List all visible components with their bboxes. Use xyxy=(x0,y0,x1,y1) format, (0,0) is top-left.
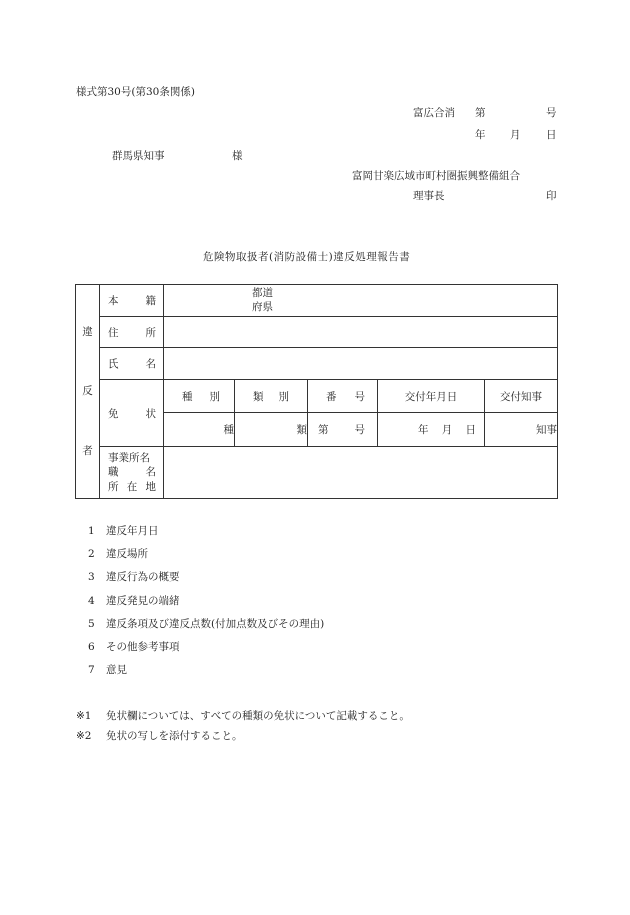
license-value-shu: 種 xyxy=(164,413,235,447)
workplace-label xyxy=(100,447,164,499)
addressee-name: 群馬県知事 xyxy=(112,150,165,162)
seal-mark: 印 xyxy=(546,190,557,202)
item-number: 5 xyxy=(88,617,95,630)
license-value-rui: 類 xyxy=(235,413,308,447)
note-item xyxy=(76,726,410,746)
form-number: 様式第30号(第30条関係) xyxy=(76,86,195,98)
list-item xyxy=(88,636,324,659)
item-text: 意見 xyxy=(106,664,127,677)
list-item xyxy=(88,613,324,636)
license-label-char-1: 免 xyxy=(108,407,119,420)
sender-org: 富岡甘楽広域市町村圏振興整備組合 xyxy=(352,170,520,182)
license-header-ruibetsu-left: 類 xyxy=(253,390,264,403)
license-header-ruibetsu-right: 別 xyxy=(278,390,289,403)
violator-header xyxy=(76,285,100,499)
workplace-label-line-2 xyxy=(108,465,156,479)
address-label-char-1: 住 xyxy=(108,326,119,339)
violator-char-3: 者 xyxy=(82,445,93,457)
report-items-list xyxy=(88,520,324,682)
item-text: 違反行為の概要 xyxy=(106,571,180,584)
license-value-governor: 知事 xyxy=(485,413,558,447)
license-header-bango-left: 番 xyxy=(326,390,337,403)
name-label xyxy=(100,348,164,380)
license-label-char-2: 状 xyxy=(145,407,156,420)
list-item xyxy=(88,659,324,682)
license-number-go: 号 xyxy=(354,424,365,436)
workplace-label-sho: 所 xyxy=(108,480,119,493)
workplace-label-line-3 xyxy=(108,480,156,494)
item-number: 6 xyxy=(88,641,95,654)
honseki-label xyxy=(100,285,164,317)
item-text: 違反年月日 xyxy=(106,525,159,537)
doc-number-go: 号 xyxy=(546,107,557,119)
workplace-label-zai: 在 xyxy=(126,480,138,493)
name-label-char-1: 氏 xyxy=(108,358,119,370)
doc-number-dai: 第 xyxy=(475,107,486,119)
doc-number-prefix: 富広合消 xyxy=(413,107,455,119)
name-value-cell xyxy=(164,348,558,380)
license-header-shubetsu xyxy=(164,380,235,413)
page-title: 危険物取扱者(消防設備士)違反処理報告書 xyxy=(203,251,411,263)
date-year: 年 xyxy=(475,129,486,141)
honseki-value-cell xyxy=(164,285,558,317)
name-label-char-2: 名 xyxy=(145,358,156,370)
license-value-date xyxy=(378,413,485,447)
note-mark: ※2 xyxy=(76,730,92,742)
license-header-issuing-governor: 交付知事 xyxy=(485,380,558,413)
item-text: 違反発見の端緒 xyxy=(106,594,180,607)
violator-char-1: 違 xyxy=(82,325,93,338)
notes-section xyxy=(76,706,410,746)
note-text: 免状の写しを添付すること。 xyxy=(106,730,243,742)
address-value-cell xyxy=(164,317,558,348)
license-date-year: 年 xyxy=(418,424,429,436)
workplace-label-shoku: 職 xyxy=(108,466,119,479)
list-item xyxy=(88,543,324,566)
license-date-month: 月 xyxy=(441,424,453,436)
date-day: 日 xyxy=(546,129,557,141)
workplace-label-chi: 地 xyxy=(145,480,156,493)
honseki-prefecture-line-1: 都道 xyxy=(252,287,273,300)
item-number: 3 xyxy=(88,571,95,584)
item-number: 4 xyxy=(88,594,95,607)
item-text: 違反条項及び違反点数(付加点数及びその理由) xyxy=(106,617,325,630)
workplace-value-cell xyxy=(164,447,558,499)
list-item xyxy=(88,520,324,543)
address-label xyxy=(100,317,164,348)
address-label-char-2: 所 xyxy=(145,326,156,339)
item-number: 1 xyxy=(88,525,95,537)
license-number-dai: 第 xyxy=(318,424,329,436)
violator-char-2: 反 xyxy=(82,385,93,398)
note-mark: ※1 xyxy=(76,710,92,722)
item-text: 違反場所 xyxy=(106,548,148,561)
license-date-day: 日 xyxy=(465,424,476,436)
workplace-label-line-1: 事業所名 xyxy=(108,452,150,465)
license-value-number xyxy=(308,413,378,447)
note-item xyxy=(76,706,410,726)
item-number: 2 xyxy=(88,548,95,561)
item-text: その他参考事項 xyxy=(106,641,180,654)
license-header-shubetsu-left: 種 xyxy=(182,390,193,403)
list-item xyxy=(88,566,324,589)
addressee-sama: 様 xyxy=(232,150,243,162)
license-header-shubetsu-right: 別 xyxy=(209,390,220,403)
item-number: 7 xyxy=(88,664,95,677)
honseki-prefecture-line-2: 府県 xyxy=(252,300,273,313)
date-month: 月 xyxy=(510,129,521,141)
license-label xyxy=(100,380,164,447)
honseki-label-char-1: 本 xyxy=(108,295,119,307)
license-header-bango-right: 号 xyxy=(354,390,365,403)
license-header-issue-date: 交付年月日 xyxy=(378,380,485,413)
workplace-label-mei: 名 xyxy=(145,466,156,479)
note-text: 免状欄については、すべての種類の免状について記載すること。 xyxy=(106,710,410,722)
sender-title: 理事長 xyxy=(413,190,445,202)
license-header-ruibetsu xyxy=(235,380,308,413)
license-header-bango xyxy=(308,380,378,413)
honseki-label-char-2: 籍 xyxy=(145,295,156,307)
list-item xyxy=(88,590,324,613)
violation-report-table xyxy=(75,284,558,499)
